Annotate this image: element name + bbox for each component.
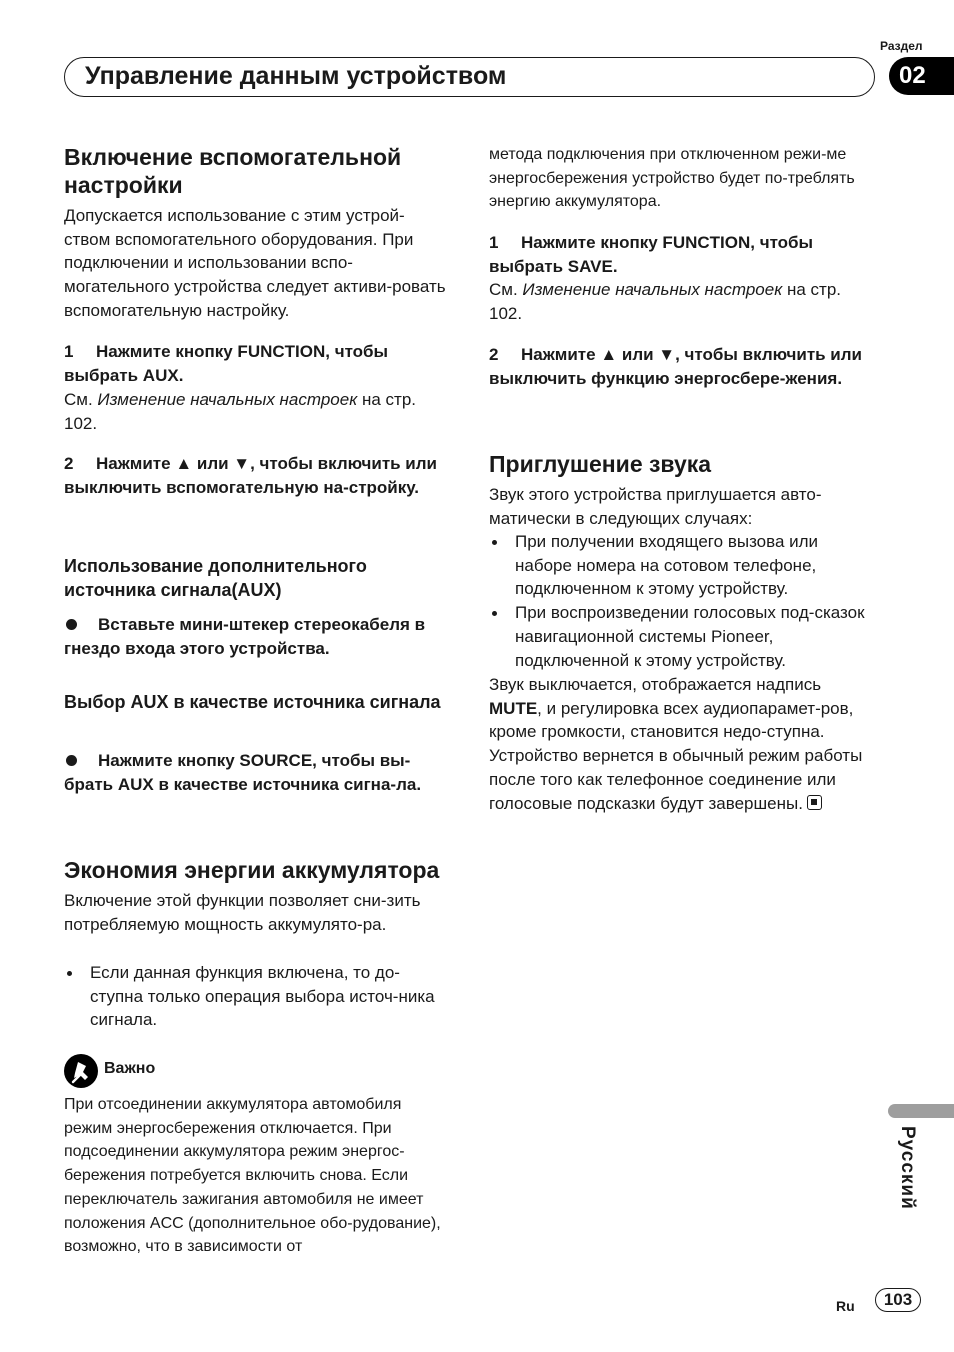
- ref-suffix: на стр. 102.: [489, 280, 841, 323]
- mute-description: [489, 673, 869, 815]
- list-item: [489, 601, 874, 672]
- mute-text-part1: Звук выключается, отображается надпись: [489, 675, 822, 694]
- aux-step-1-ref: [64, 388, 449, 435]
- important-notice-header: [64, 1054, 449, 1088]
- select-aux-heading: Выбор AUX в качестве источника сигнала: [64, 692, 441, 712]
- instruction-text: Вставьте мини-штекер стереокабеля в гнездо входа этого устройства.: [64, 615, 426, 658]
- mute-keyword: MUTE: [489, 698, 538, 718]
- save-step-1-ref: [489, 278, 869, 325]
- battery-text-continued: метода подключения при отключенном режи-ме энергосбережения устройство будет по-треблять энергию аккумулятора.: [489, 146, 855, 211]
- step-text: Нажмите кнопку FUNCTION, чтобы выбрать AUX.: [64, 342, 389, 385]
- save-step-2: [489, 343, 874, 390]
- ref-link-text: Изменение начальных настроек: [97, 390, 358, 409]
- list-item-text: Если данная функция включена, то до-ступна только операция выбора источ-ника сигнала.: [90, 963, 435, 1030]
- step-number: 1: [64, 342, 74, 361]
- aux-setting-heading: Включение вспомогательной настройки: [64, 144, 402, 198]
- language-code: Ru: [836, 1298, 855, 1314]
- bullet-icon: [492, 540, 497, 545]
- battery-text: Включение этой функции позволяет сни-зить потребляемую мощность аккумулято-ра.: [64, 891, 421, 934]
- page-number: 103: [875, 1288, 921, 1312]
- bullet-dot-icon: [66, 619, 77, 630]
- step-number: 2: [489, 345, 499, 364]
- section-number-badge: 02: [889, 57, 954, 95]
- select-aux-instruction: [64, 749, 442, 796]
- aux-setting-text: Допускается использование с этим устрой-ством вспомогательного оборудования. При подключении и использовании вспо-могательного устройства следует активи-ровать вспомогательную настройку.: [64, 206, 446, 320]
- mute-text-part2: , и регулировка всех аудиопарамет-ров, кроме громкости, становится недо-ступна. Устройство вернется в обычный режим работы после того как телефонное соединение или голосовые подсказки будут завершены.: [489, 698, 863, 813]
- instruction-text: Нажмите кнопку SOURCE, чтобы вы-брать AUX в качестве источника сигна-ла.: [64, 751, 422, 794]
- ref-prefix: См.: [489, 280, 518, 299]
- step-text: Нажмите ▲ или ▼, чтобы включить или выключить вспомогательную на-стройку.: [64, 454, 438, 497]
- section-label: Раздел: [880, 39, 923, 53]
- battery-bullets: [64, 961, 442, 1032]
- step-text: Нажмите ▲ или ▼, чтобы включить или выключить функцию энергосбере-жения.: [489, 345, 863, 388]
- list-item: [489, 530, 874, 601]
- bullet-icon: [67, 971, 72, 976]
- list-item-text: При воспроизведении голосовых под-сказок навигационной системы Pioneer, подключенной к этому устройству.: [515, 603, 865, 670]
- step-number: 2: [64, 454, 74, 473]
- bullet-icon: [492, 611, 497, 616]
- language-tab-label: Русский: [897, 1126, 918, 1210]
- important-label: Важно: [104, 1060, 156, 1077]
- aux-step-1: [64, 340, 449, 387]
- mute-intro: Звук этого устройства приглушается авто-матически в следующих случаях:: [489, 485, 822, 528]
- use-aux-heading: Использование дополнительного источника сигнала(AUX): [64, 556, 367, 600]
- page-title: Управление данным устройством: [64, 57, 875, 97]
- save-step-1: [489, 231, 859, 278]
- list-item: [64, 961, 442, 1032]
- aux-step-2: [64, 452, 439, 499]
- important-text: При отсоединении аккумулятора автомобиля режим энергосбережения отключается. При подсоединении аккумулятора режим энергос-бережения потребуется включить снова. Если переключатель зажигания автомобиля не имеет положения ACC (дополнительное обо-рудование), возможно, что в зависимости от: [64, 1096, 441, 1256]
- language-tab-bar: [888, 1104, 954, 1118]
- ref-prefix: См.: [64, 390, 93, 409]
- mute-bullets: [489, 530, 874, 672]
- ref-suffix: на стр. 102.: [64, 390, 416, 433]
- step-number: 1: [489, 233, 499, 252]
- ref-link-text: Изменение начальных настроек: [522, 280, 783, 299]
- use-aux-instruction: [64, 613, 449, 660]
- battery-heading: Экономия энергии аккумулятора: [64, 857, 440, 883]
- important-icon: [64, 1054, 98, 1088]
- mute-heading: Приглушение звука: [489, 451, 712, 477]
- bullet-dot-icon: [66, 755, 77, 766]
- end-of-section-icon: [807, 795, 822, 810]
- list-item-text: При получении входящего вызова или наборе номера на сотовом телефоне, подключенном к этому устройству.: [515, 532, 819, 599]
- step-text: Нажмите кнопку FUNCTION, чтобы выбрать SAVE.: [489, 233, 814, 276]
